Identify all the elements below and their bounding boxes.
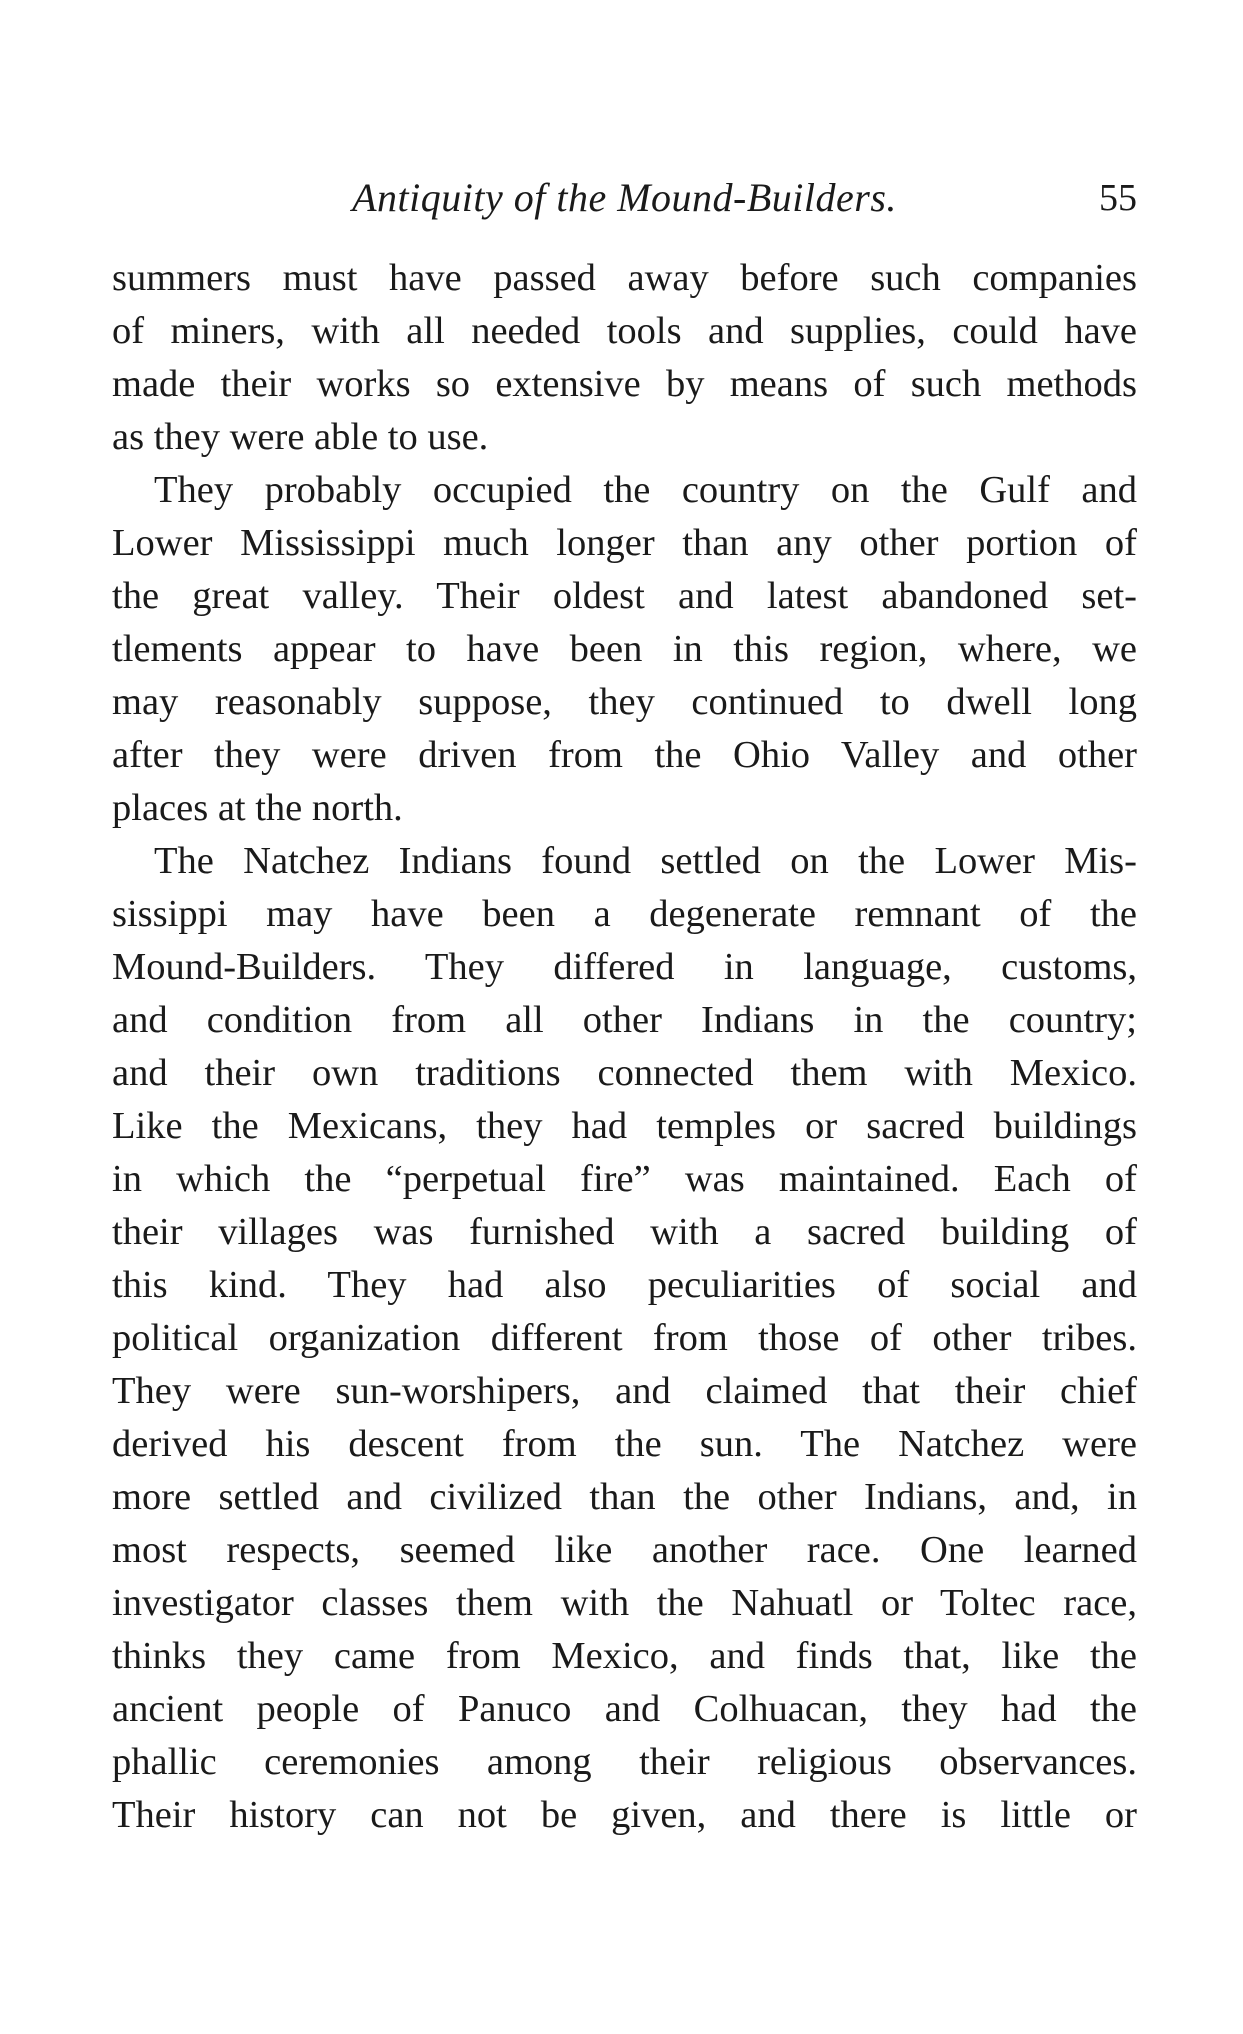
text-line: places at the north. [112,787,403,829]
paragraph [112,252,1137,464]
text-line: most respects, seemed like another race. One learned [112,1529,1137,1571]
text-line: their villages was furnished with a sacred building of [112,1211,1137,1253]
text-line: phallic ceremonies among their religious observances. [112,1741,1137,1783]
text-line: may reasonably suppose, they continued to dwell long [112,681,1137,723]
text-line: The Natchez Indians found settled on the Lower Mis- [154,840,1137,882]
text-line: of miners, with all needed tools and supplies, could have [112,310,1137,352]
text-line: Like the Mexicans, they had temples or sacred buildings [112,1105,1137,1147]
paragraph [112,835,1137,1842]
text-line: in which the “perpetual fire” was maintained. Each of [112,1158,1137,1200]
page-number: 55 [1099,177,1137,219]
paragraph [112,464,1137,835]
text-line: derived his descent from the sun. The Natchez were [112,1423,1137,1465]
text-line: made their works so extensive by means of such methods [112,363,1137,405]
text-line: and condition from all other Indians in the country; [112,999,1137,1041]
text-line: political organization different from those of other tribes. [112,1317,1137,1359]
text-line: ancient people of Panuco and Colhuacan, they had the [112,1688,1137,1730]
text-line: after they were driven from the Ohio Valley and other [112,734,1137,776]
text-line: more settled and civilized than the other Indians, and, in [112,1476,1137,1518]
running-title: Antiquity of the Mound-Builders. [352,175,897,220]
text-line: Their history can not be given, and there is little or [112,1794,1137,1836]
body-text [112,252,1137,1842]
text-line: sissippi may have been a degenerate remnant of the [112,893,1137,935]
text-line: Lower Mississippi much longer than any other portion of [112,522,1137,564]
text-line: investigator classes them with the Nahuatl or Toltec race, [112,1582,1137,1624]
text-line: as they were able to use. [112,416,489,458]
text-line: thinks they came from Mexico, and finds that, like the [112,1635,1137,1677]
running-head [112,168,1137,228]
text-line: summers must have passed away before such companies [112,257,1137,299]
text-line: Mound-Builders. They differed in language, customs, [112,946,1137,988]
text-line: They were sun-worshipers, and claimed that their chief [112,1370,1137,1412]
text-line: and their own traditions connected them with Mexico. [112,1052,1137,1094]
text-line: the great valley. Their oldest and latest abandoned set- [112,575,1137,617]
text-line: this kind. They had also peculiarities of social and [112,1264,1137,1306]
text-line: tlements appear to have been in this region, where, we [112,628,1137,670]
text-line: They probably occupied the country on the Gulf and [154,469,1137,511]
